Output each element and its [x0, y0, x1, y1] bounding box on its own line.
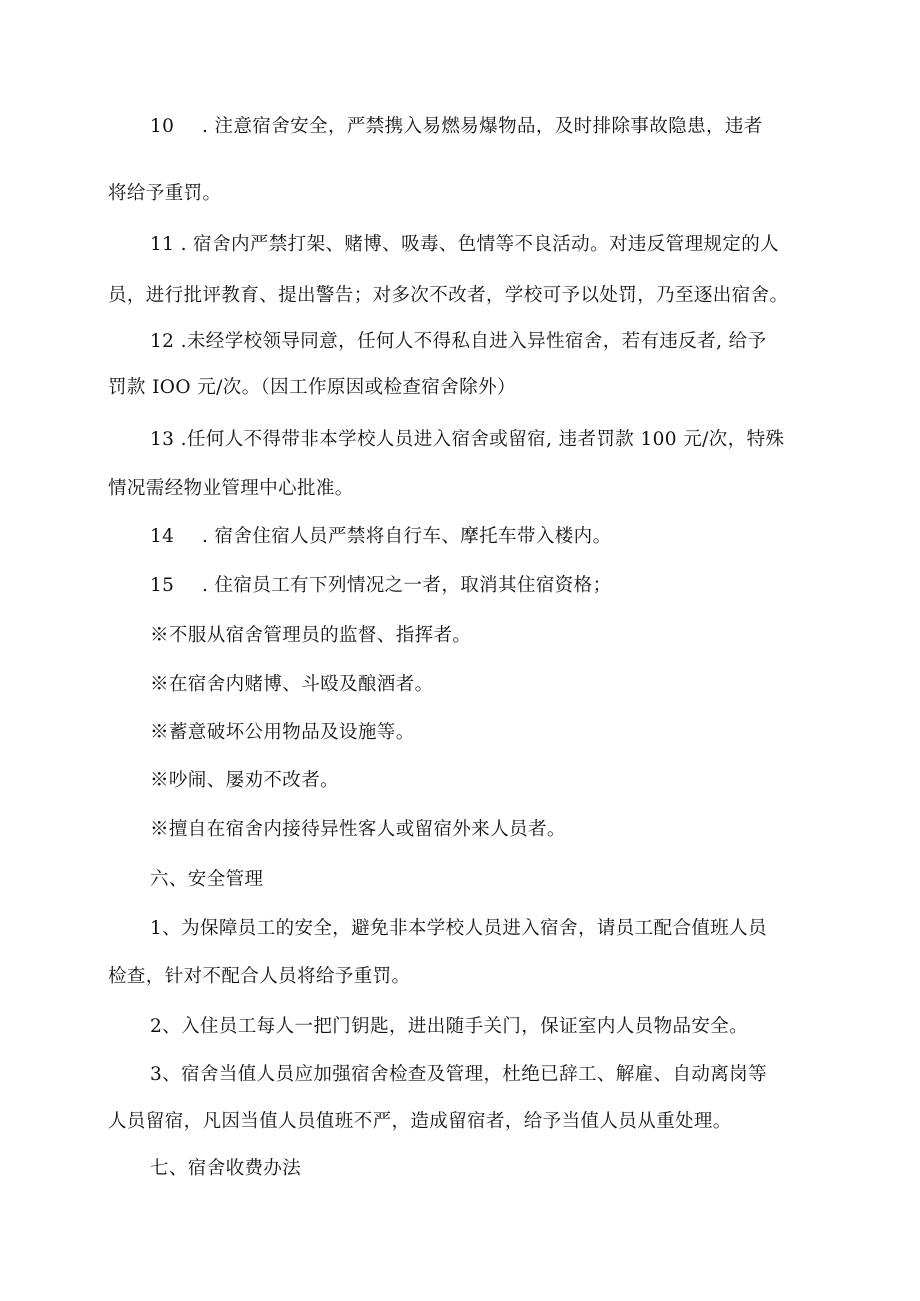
rule-15-number: 15 — [150, 575, 175, 596]
section-7-heading: 七、宿舍收费办法 — [150, 1158, 302, 1179]
rule-13-line-2: 情况需经物业管理中心批准。 — [108, 478, 354, 499]
rule-12-line-1: 12 .未经学校领导同意，任何人不得私自进入异性宿舍，若有违反者, 给予 — [150, 331, 767, 352]
rule-15 — [150, 574, 611, 598]
rule-14-number: 14 — [150, 526, 175, 547]
rule-15-text: . 住宿员工有下列情况之一者，取消其住宿资格； — [202, 575, 612, 596]
section-6-paragraph-3-line-1: 3、宿舍当值人员应加强宿舍检查及管理，杜绝已辞工、解雇、自动离岗等 — [150, 1064, 767, 1085]
condition-item: ※不服从宿舍管理员的监督、指挥者。 — [150, 625, 472, 646]
section-6-paragraph-3-line-2: 人员留宿，凡因当值人员值班不严，造成留宿者，给予当值人员从重处理。 — [108, 1111, 732, 1132]
section-6-paragraph-2: 2、入住员工每人一把门钥匙，进出随手关门，保证室内人员物品安全。 — [150, 1016, 749, 1037]
rule-11-line-1: 11 . 宿舍内严禁打架、赌博、吸毒、色情等不良活动。对违反管理规定的人 — [150, 234, 780, 255]
rule-10-line-1 — [150, 115, 763, 139]
rule-10-line-2: 将给予重罚。 — [108, 183, 222, 204]
section-6-paragraph-1-line-1: 1、为保障员工的安全，避免非本学校人员进入宿舍，请员工配合值班人员 — [150, 918, 767, 939]
condition-item: ※在宿舍内赌博、斗殴及酿酒者。 — [150, 674, 434, 695]
rule-12-line-2: 罚款 IOO 元/次。（因工作原因或检查宿舍除外） — [108, 377, 516, 398]
rule-14-text: . 宿舍住宿人员严禁将自行车、摩托车带入楼内。 — [202, 526, 612, 547]
rule-13-line-1: 13 .任何人不得带非本学校人员进入宿舍或留宿, 违者罚款 100 元/次，特殊 — [150, 429, 785, 450]
rule-11-line-2: 员，进行批评教育、提出警告；对多次不改者，学校可予以处罚，乃至逐出宿舍。 — [108, 285, 789, 306]
rule-10-text: . 注意宿舍安全，严禁携入易燃易爆物品，及时排除事故隐患，违者 — [202, 116, 763, 137]
rule-10-number: 10 — [150, 116, 175, 137]
condition-item: ※擅自在宿舍内接待异性客人或留宿外来人员者。 — [150, 819, 566, 840]
rule-14 — [150, 525, 611, 549]
section-6-heading: 六、安全管理 — [150, 869, 264, 890]
condition-item: ※蓄意破坏公用物品及设施等。 — [150, 722, 415, 743]
condition-item: ※吵闹、屡劝不改者。 — [150, 770, 340, 791]
section-6-paragraph-1-line-2: 检查，针对不配合人员将给予重罚。 — [108, 966, 411, 987]
